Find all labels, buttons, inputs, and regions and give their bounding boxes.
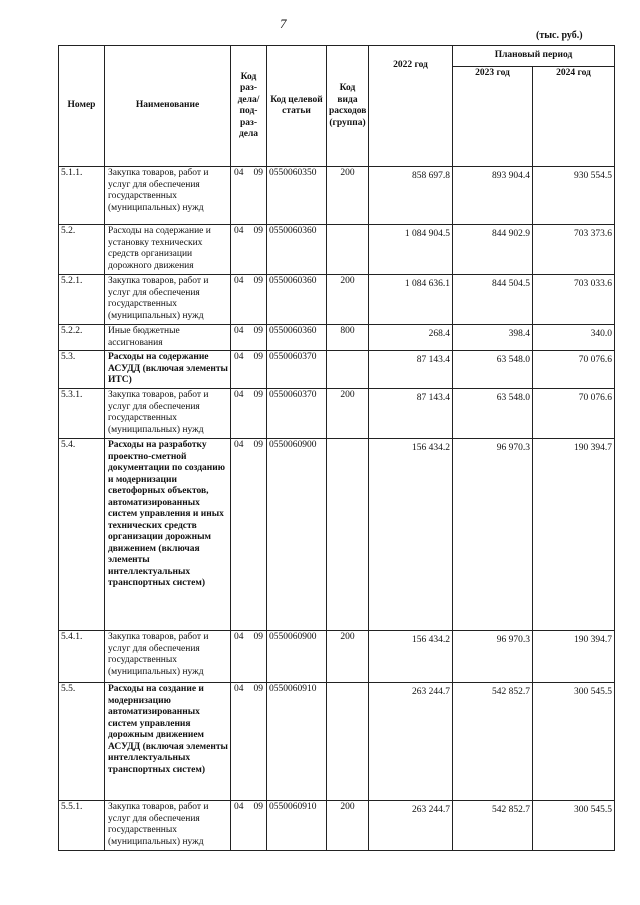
row-name: Иные бюджетные ассигнования — [105, 325, 231, 351]
subsection-code: 09 — [253, 632, 263, 642]
row-target-code: 0550060900 — [267, 631, 327, 683]
section-code: 04 — [234, 326, 244, 336]
row-value-2022: 268.4 — [369, 325, 453, 351]
header-section-code: Код раз-дела/ под-раз-дела — [231, 46, 267, 167]
row-value-2022: 1 084 636.1 — [369, 275, 453, 325]
row-name: Закупка товаров, работ и услуг для обеспечения государственных (муниципальных) нужд — [105, 275, 231, 325]
row-section-code — [231, 439, 267, 631]
section-code: 04 — [234, 226, 244, 236]
subsection-code: 09 — [253, 390, 263, 400]
table-row — [59, 351, 615, 389]
row-value-2024: 190 394.7 — [533, 439, 615, 631]
row-number: 5.4. — [59, 439, 105, 631]
row-section-code — [231, 801, 267, 851]
row-value-2024: 70 076.6 — [533, 351, 615, 389]
row-value-2023: 542 852.7 — [453, 683, 533, 801]
subsection-code: 09 — [253, 226, 263, 236]
table-body — [59, 167, 615, 851]
subsection-code: 09 — [253, 276, 263, 286]
table-row — [59, 801, 615, 851]
row-number: 5.4.1. — [59, 631, 105, 683]
row-expense-type: 200 — [327, 389, 369, 439]
section-code: 04 — [234, 802, 244, 812]
row-value-2023: 63 548.0 — [453, 351, 533, 389]
row-value-2024: 340.0 — [533, 325, 615, 351]
row-expense-type: 200 — [327, 631, 369, 683]
table-row — [59, 325, 615, 351]
row-value-2022: 156 434.2 — [369, 631, 453, 683]
section-code: 04 — [234, 440, 244, 450]
subsection-code: 09 — [253, 684, 263, 694]
row-number: 5.3.1. — [59, 389, 105, 439]
row-value-2023: 844 504.5 — [453, 275, 533, 325]
row-section-code — [231, 683, 267, 801]
row-value-2022: 263 244.7 — [369, 683, 453, 801]
row-number: 5.2.2. — [59, 325, 105, 351]
row-section-code — [231, 275, 267, 325]
table-row — [59, 631, 615, 683]
row-target-code: 0550060910 — [267, 801, 327, 851]
subsection-code: 09 — [253, 352, 263, 362]
section-code: 04 — [234, 276, 244, 286]
budget-table — [58, 45, 615, 851]
row-name: Закупка товаров, работ и услуг для обеспечения государственных (муниципальных) нужд — [105, 631, 231, 683]
row-number: 5.5.1. — [59, 801, 105, 851]
row-value-2022: 263 244.7 — [369, 801, 453, 851]
section-code: 04 — [234, 632, 244, 642]
row-value-2022: 1 084 904.5 — [369, 225, 453, 275]
subsection-code: 09 — [253, 802, 263, 812]
row-name: Закупка товаров, работ и услуг для обеспечения государственных (муниципальных) нужд — [105, 167, 231, 225]
section-code: 04 — [234, 352, 244, 362]
row-value-2023: 63 548.0 — [453, 389, 533, 439]
row-section-code — [231, 325, 267, 351]
row-value-2023: 398.4 — [453, 325, 533, 351]
row-value-2024: 300 545.5 — [533, 801, 615, 851]
row-value-2022: 156 434.2 — [369, 439, 453, 631]
table-row — [59, 683, 615, 801]
table-row — [59, 275, 615, 325]
section-code: 04 — [234, 684, 244, 694]
row-target-code: 0550060360 — [267, 225, 327, 275]
header-2024: 2024 год — [533, 67, 615, 167]
row-expense-type: 200 — [327, 167, 369, 225]
section-code: 04 — [234, 390, 244, 400]
subsection-code: 09 — [253, 440, 263, 450]
header-name: Наименование — [105, 46, 231, 167]
header-2023: 2023 год — [453, 67, 533, 167]
subsection-code: 09 — [253, 326, 263, 336]
subsection-code: 09 — [253, 168, 263, 178]
row-number: 5.5. — [59, 683, 105, 801]
header-planned-period: Плановый период — [453, 46, 615, 67]
row-target-code: 0550060900 — [267, 439, 327, 631]
row-target-code: 0550060370 — [267, 389, 327, 439]
row-target-code: 0550060350 — [267, 167, 327, 225]
row-number: 5.1.1. — [59, 167, 105, 225]
row-name: Расходы на разработку проектно-сметной документации по созданию и модернизации светофорных объектов, автоматизированных систем управления и иных технических средств организации дорожным движением (включая элементы интеллектуальных транспортных систем) — [105, 439, 231, 631]
row-target-code: 0550060360 — [267, 275, 327, 325]
row-expense-type — [327, 439, 369, 631]
table-row — [59, 225, 615, 275]
row-value-2022: 858 697.8 — [369, 167, 453, 225]
row-number: 5.2. — [59, 225, 105, 275]
row-target-code: 0550060370 — [267, 351, 327, 389]
row-section-code — [231, 225, 267, 275]
table-row — [59, 439, 615, 631]
table-row — [59, 389, 615, 439]
row-name: Расходы на содержание и установку технических средств организации дорожного движения — [105, 225, 231, 275]
row-number: 5.2.1. — [59, 275, 105, 325]
table-header — [59, 46, 615, 167]
row-target-code: 0550060910 — [267, 683, 327, 801]
row-value-2024: 70 076.6 — [533, 389, 615, 439]
row-section-code — [231, 167, 267, 225]
row-value-2023: 844 902.9 — [453, 225, 533, 275]
row-target-code: 0550060360 — [267, 325, 327, 351]
row-value-2024: 300 545.5 — [533, 683, 615, 801]
header-2022: 2022 год — [369, 46, 453, 167]
row-name: Закупка товаров, работ и услуг для обеспечения государственных (муниципальных) нужд — [105, 801, 231, 851]
row-section-code — [231, 351, 267, 389]
row-number: 5.3. — [59, 351, 105, 389]
row-value-2023: 96 970.3 — [453, 631, 533, 683]
row-expense-type — [327, 225, 369, 275]
row-value-2024: 930 554.5 — [533, 167, 615, 225]
row-name: Расходы на содержание АСУДД (включая элементы ИТС) — [105, 351, 231, 389]
header-target-code: Код целевой статьи — [267, 46, 327, 167]
row-expense-type: 200 — [327, 801, 369, 851]
row-value-2024: 703 033.6 — [533, 275, 615, 325]
row-value-2023: 893 904.4 — [453, 167, 533, 225]
row-name: Расходы на создание и модернизацию автоматизированных систем управления дорожным движением АСУДД (включая элементы интеллектуальных транспортных систем) — [105, 683, 231, 801]
table-row — [59, 167, 615, 225]
row-section-code — [231, 389, 267, 439]
page-number: 7 — [280, 16, 287, 31]
header-number: Номер — [59, 46, 105, 167]
row-expense-type: 200 — [327, 275, 369, 325]
row-name: Закупка товаров, работ и услуг для обеспечения государственных (муниципальных) нужд — [105, 389, 231, 439]
section-code: 04 — [234, 168, 244, 178]
header-expense-type: Код вида расходов (группа) — [327, 46, 369, 167]
unit-label: (тыс. руб.) — [536, 30, 583, 41]
row-value-2022: 87 143.4 — [369, 389, 453, 439]
row-value-2023: 542 852.7 — [453, 801, 533, 851]
row-value-2023: 96 970.3 — [453, 439, 533, 631]
row-expense-type: 800 — [327, 325, 369, 351]
row-value-2022: 87 143.4 — [369, 351, 453, 389]
row-expense-type — [327, 351, 369, 389]
row-value-2024: 190 394.7 — [533, 631, 615, 683]
row-section-code — [231, 631, 267, 683]
row-value-2024: 703 373.6 — [533, 225, 615, 275]
row-expense-type — [327, 683, 369, 801]
